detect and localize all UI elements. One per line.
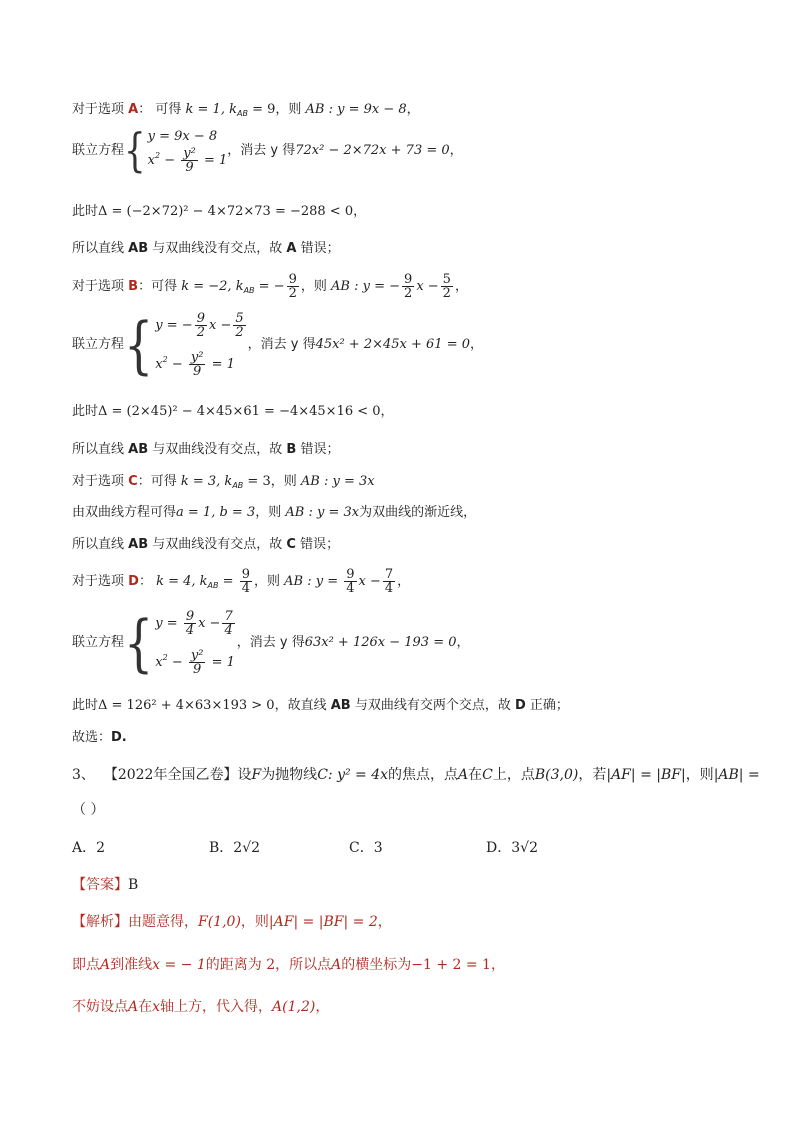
text: 可得	[151, 279, 178, 294]
subscript-ab: AB	[243, 286, 255, 295]
system-label: 联立方程	[72, 143, 125, 158]
math-condition: |AF| = |BF|	[606, 767, 686, 783]
math-eq: |AF| = |BF| = 2	[268, 914, 378, 930]
math-delta: Δ = 126² + 4×63×193 > 0	[98, 698, 275, 713]
math-k: k = 4, k	[156, 574, 208, 589]
math-a: A	[458, 767, 469, 783]
text: 此时	[72, 204, 99, 219]
text: 的焦点，点	[388, 767, 459, 783]
ab-label: AB	[128, 537, 149, 552]
math-kab: = 9	[247, 102, 276, 117]
option-letter: D．	[486, 840, 512, 856]
text: ，则	[240, 914, 269, 930]
q3-options	[72, 839, 722, 859]
text: 故选：	[72, 730, 112, 745]
text: 错误；	[295, 537, 340, 552]
option-value: 2√2	[233, 840, 261, 856]
label-text: 对于选项	[72, 279, 129, 294]
text: ，则	[253, 574, 280, 589]
text: 轴上方，代入得，	[160, 999, 273, 1015]
denominator: 2	[442, 286, 451, 301]
text: 错误；	[296, 241, 340, 256]
text: 在	[138, 999, 153, 1015]
numerator: 9	[196, 311, 205, 326]
math-ab-values: a = 1, b = 3	[176, 505, 256, 520]
punct: ，	[397, 574, 411, 589]
label-text: 对于选项	[72, 574, 129, 589]
numerator: 9	[288, 272, 297, 287]
fraction	[189, 649, 206, 676]
fraction	[383, 568, 395, 595]
subscript-ab: AB	[207, 581, 219, 590]
option-value: 3√2	[511, 840, 538, 856]
punct: ，	[454, 279, 468, 294]
denominator: 2	[235, 325, 244, 340]
sup: 2	[155, 151, 161, 160]
option-a-conclusion	[72, 240, 340, 258]
q3-analysis-line3	[72, 998, 329, 1016]
text: 此时	[72, 698, 99, 713]
numerator: y²	[190, 648, 204, 663]
punct: ，	[377, 914, 392, 930]
option-b-conclusion	[72, 441, 339, 459]
fraction	[441, 273, 453, 300]
punct: ，	[353, 204, 367, 219]
colon: ：	[138, 279, 152, 294]
fraction	[240, 568, 252, 595]
text: 所以直线	[72, 537, 129, 552]
math-kab: = −	[254, 279, 285, 294]
option-value: 2	[96, 840, 106, 856]
equation-system	[124, 124, 228, 178]
system-eq2	[148, 147, 228, 174]
text: 的横坐标为	[341, 957, 412, 973]
option-a-line1	[72, 101, 420, 123]
punct: ，	[449, 143, 463, 158]
option-a-delta	[72, 203, 366, 221]
text: 错误；	[296, 442, 340, 457]
text: 设	[237, 767, 252, 783]
math-k: k = 3, k	[180, 474, 233, 489]
text: 可得	[155, 102, 182, 117]
math-c: C	[482, 767, 493, 783]
text: ，若	[578, 767, 607, 783]
q3-answer	[72, 876, 138, 894]
denominator: 4	[241, 581, 250, 596]
ab-label: AB	[128, 241, 149, 256]
math-x: x	[152, 999, 161, 1015]
math-focus: F(1,0)	[198, 914, 241, 930]
left-brace-icon: {	[124, 606, 154, 680]
answer-blank: （ ）	[72, 802, 105, 818]
subscript-ab: AB	[232, 481, 244, 490]
option-letter: C	[286, 537, 296, 552]
numerator: y²	[183, 146, 196, 161]
math-line-ab: AB : y = 3x	[300, 474, 375, 489]
denominator: 9	[185, 160, 194, 175]
option-letter: A．	[72, 840, 97, 856]
option-letter: B	[286, 442, 297, 457]
text: 由题意得，	[128, 914, 198, 930]
math-question: |AB| =	[713, 767, 760, 783]
math-result: 45x² + 2×45x + 61 = 0	[315, 337, 471, 352]
math-line-ab: AB : y = −	[331, 279, 401, 294]
numerator: 7	[384, 567, 394, 582]
text: 为双曲线的渐近线，	[359, 505, 477, 520]
option-d-delta	[72, 697, 569, 715]
denominator: 4	[224, 623, 233, 638]
left-brace-icon: {	[124, 124, 146, 178]
option-c-conclusion	[72, 536, 339, 554]
text: ，则	[275, 102, 302, 117]
text: 即点	[72, 957, 100, 973]
math-b: B(3,0)	[534, 767, 579, 783]
option-c	[349, 839, 383, 857]
text: ，消去 y 得	[236, 635, 305, 650]
math-delta: Δ = (−2×72)² − 4×72×73 = −288 < 0	[98, 204, 354, 219]
fraction	[222, 610, 234, 637]
fraction	[233, 312, 245, 339]
math-line-ab: AB : y = 9x − 8	[305, 102, 407, 117]
punct: ，	[380, 404, 394, 419]
question-source: 【2022年全国乙卷】	[103, 767, 238, 783]
option-d-line1	[72, 567, 410, 601]
text: 所以直线	[72, 442, 129, 457]
text: 与双曲线没有交点，故	[148, 241, 287, 256]
system-eq2: $x^2$ − $\frac{\text{y²}}{9}$ = 1	[155, 350, 235, 379]
math-x: x −	[358, 574, 381, 589]
left-brace-icon: {	[124, 308, 154, 382]
q3-analysis-line1	[72, 913, 392, 931]
punct: ，	[406, 102, 420, 117]
fraction	[402, 273, 414, 300]
text: 与双曲线没有交点，故	[148, 537, 287, 552]
text: ，则	[255, 505, 282, 520]
denominator: 4	[346, 581, 355, 596]
q3-stem	[72, 766, 760, 784]
fraction	[287, 273, 299, 300]
label-text: 对于选项	[72, 102, 129, 117]
eq-rhs: = 1	[199, 153, 228, 168]
text: 与双曲线有交两个交点，故	[350, 698, 515, 713]
numerator: 9	[404, 272, 413, 287]
math-kab: = 3	[243, 474, 271, 489]
option-c-line1	[72, 473, 375, 495]
numerator: 9	[346, 567, 355, 582]
punct: ，	[470, 337, 484, 352]
math-k: k = −2, k	[181, 279, 244, 294]
answer-line	[72, 729, 127, 747]
punct: ，	[456, 635, 470, 650]
text: 不妨设点	[72, 999, 128, 1015]
text: 所以直线	[72, 241, 129, 256]
option-letter: A	[128, 102, 139, 117]
colon: ：	[138, 102, 152, 117]
math-f: F	[251, 767, 262, 783]
ab-label: AB	[330, 698, 351, 713]
analysis-tag: 【解析】	[72, 914, 128, 930]
text: 到准线	[110, 957, 153, 973]
q3-paren	[72, 801, 104, 819]
fraction	[195, 312, 207, 339]
math-a: A	[128, 999, 139, 1015]
text: ，消去 y 得	[247, 337, 316, 352]
system-eq2: $x^2$ − $\frac{\text{y²}}{9}$ = 1	[155, 648, 235, 677]
denominator: 4	[185, 623, 195, 638]
option-letter: C．	[349, 840, 374, 856]
ab-label: AB	[128, 442, 149, 457]
math-result: 63x² + 126x − 193 = 0	[304, 635, 457, 650]
answer-value: B	[128, 877, 139, 893]
option-value: 3	[373, 840, 383, 856]
colon: ：	[138, 574, 152, 589]
option-b-delta	[72, 403, 394, 421]
math-result: 72x² − 2×72x + 73 = 0	[295, 143, 450, 158]
denominator: 9	[193, 364, 202, 379]
answer-tag: 【答案】	[72, 877, 128, 893]
colon: ：	[137, 474, 151, 489]
subscript-ab: AB	[236, 109, 248, 118]
option-b-system	[72, 308, 484, 382]
option-d-system	[72, 606, 470, 680]
system-eq1: y = $\frac{9}{4}$ x − $\frac{7}{4}$	[155, 609, 233, 638]
q3-analysis-line2	[72, 956, 505, 974]
option-b	[209, 839, 260, 857]
math-a: A	[100, 957, 111, 973]
text: 为抛物线	[261, 767, 318, 783]
math-parabola: C: y² = 4x	[317, 767, 389, 783]
option-letter: A	[286, 241, 297, 256]
math-eq: −1 + 2 = 1	[411, 957, 491, 973]
text: 可得	[150, 474, 177, 489]
sup: 2	[162, 355, 168, 364]
sup: 2	[162, 653, 168, 662]
question-number: 3、	[72, 767, 95, 783]
option-a	[72, 839, 105, 857]
text: ，则	[300, 279, 327, 294]
text: 上，点	[492, 767, 535, 783]
denominator: 2	[404, 286, 413, 301]
answer-letter: D.	[111, 730, 127, 745]
option-letter: B	[128, 279, 139, 294]
math-kab: =	[218, 574, 238, 589]
numerator: 5	[442, 272, 451, 287]
denominator: 9	[193, 662, 202, 677]
option-letter: D	[128, 574, 139, 589]
denominator: 2	[288, 286, 297, 301]
text: 在	[468, 767, 483, 783]
fraction	[184, 610, 196, 637]
math-x: x −	[416, 279, 439, 294]
math-delta: Δ = (2×45)² − 4×45×61 = −4×45×16 < 0	[98, 404, 381, 419]
minus: −	[160, 153, 180, 168]
option-letter: C	[128, 474, 138, 489]
numerator: 9	[241, 567, 250, 582]
text: 正确；	[525, 698, 569, 713]
text: ，故直线	[274, 698, 331, 713]
system-label: 联立方程	[72, 337, 125, 352]
numerator: 5	[235, 311, 244, 326]
option-letter: B．	[209, 840, 234, 856]
system-label: 联立方程	[72, 635, 125, 650]
label-text: 对于选项	[72, 474, 129, 489]
math-directrix: x = − 1	[152, 957, 206, 973]
math-a: A	[331, 957, 342, 973]
option-letter: D	[514, 698, 526, 713]
numerator: 7	[224, 609, 233, 624]
fraction	[181, 147, 198, 174]
equation-system	[124, 308, 248, 382]
option-c-line2	[72, 504, 476, 522]
denominator: 4	[384, 581, 394, 596]
math-line-ab: AB : y = 3x	[285, 505, 360, 520]
math-line-ab: AB : y =	[284, 574, 343, 589]
text: ，则	[270, 474, 297, 489]
math-k: k = 1, k	[185, 102, 237, 117]
text: 的距离为 2，所以点	[205, 957, 332, 973]
fraction	[189, 351, 206, 378]
math-point: A(1,2)	[272, 999, 316, 1015]
option-a-system	[72, 124, 463, 178]
text: ，则	[685, 767, 714, 783]
fraction	[344, 568, 356, 595]
x-var: x	[147, 153, 155, 168]
system-eq1: y = 9x − 8	[147, 129, 218, 144]
option-b-line1	[72, 272, 468, 306]
numerator: 9	[185, 609, 195, 624]
punct: ，	[315, 999, 330, 1015]
text: 由双曲线方程可得	[72, 505, 177, 520]
text: ，消去 y 得	[227, 143, 296, 158]
text: 与双曲线没有交点，故	[148, 442, 287, 457]
denominator: 2	[196, 325, 205, 340]
system-eq1: y = − $\frac{9}{2}$ x − $\frac{5}{2}$	[155, 311, 244, 340]
equation-system	[124, 606, 237, 680]
text: 此时	[72, 404, 99, 419]
option-d	[486, 839, 538, 857]
punct: ，	[490, 957, 505, 973]
numerator: y²	[190, 350, 204, 365]
